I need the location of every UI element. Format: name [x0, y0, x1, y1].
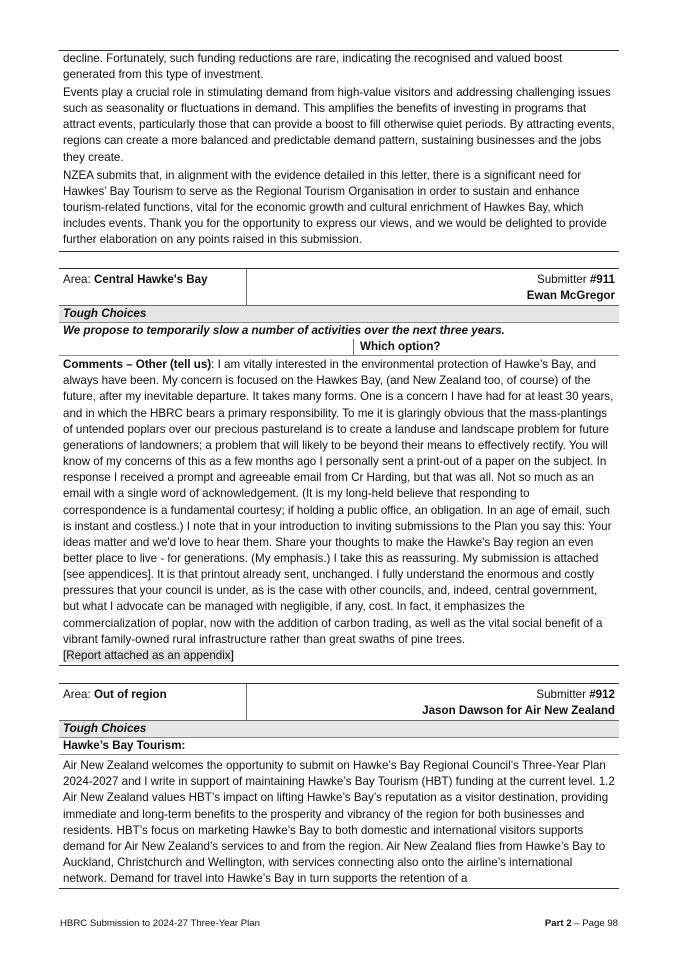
- submitter-number: #912: [589, 688, 615, 702]
- submission-911-header: [59, 269, 619, 306]
- submission-911: [59, 268, 619, 666]
- area-cell: [59, 684, 247, 720]
- area-value: Central Hawke's Bay: [93, 273, 208, 287]
- which-option-row: [59, 339, 619, 356]
- submitter-number: #911: [589, 273, 615, 287]
- document-page: [59, 50, 619, 889]
- submitter-label: Submitter: [537, 273, 590, 287]
- submitter-name: Ewan McGregor: [526, 289, 615, 303]
- section-title: Tough Choices: [59, 721, 619, 738]
- submitter-label: Submitter: [536, 688, 590, 702]
- comment-body: [59, 356, 619, 665]
- comment-label: Comments – Other (tell us): [63, 358, 212, 372]
- intro-block: [59, 51, 619, 251]
- intro-paragraph-3: NZEA submits that, in alignment with the evidence detailed in this letter, there is a significant need for Hawkes’ Bay Tourism to serve as the Regional Tourism Organisation in order to sustain and enhance tourism-related functions, vital for the economic growth and cultural enrichment of Hawkes Bay, which includes events. Thank you for the opportunity to express our views, and we would be delighted to provide further elaboration on any points raised in this submission.: [63, 168, 607, 247]
- submission-912-body: Air New Zealand welcomes the opportunity to submit on Hawke’s Bay Regional Council’s Three-Year Plan 2024-2027 and I write in support of maintaining Hawke’s Bay Tourism (HBT) funding at the current level. 1.2 Air New Zealand values HBT’s impact on lifting Hawke’s Bay’s reputation as a visitor destination, providing immediate and long-term benefits to the prosperity and vibrancy of the region for both businesses and residents. HBT’s focus on marketing Hawke’s Bay to both domestic and international visitors supports demand for Air New Zealand’s services to and from the region. Air New Zealand flies from Hawke’s Bay to Auckland, Christchurch and Wellington, with services connecting also onto the airline’s international network. Demand for travel into Hawke’s Bay in turn supports the retention of a: [63, 759, 615, 886]
- submission-912: [59, 683, 619, 889]
- area-cell: [59, 269, 247, 305]
- footer-title: HBRC Submission to 2024-27 Three-Year Plan: [60, 918, 260, 929]
- submitter-cell: [247, 269, 619, 305]
- page-footer: [60, 918, 618, 929]
- submitter-cell: [247, 684, 619, 720]
- topic-heading: Hawke’s Bay Tourism:: [59, 738, 619, 755]
- submitter-name: Jason Dawson for Air New Zealand: [422, 704, 615, 718]
- proposal-text: We propose to temporarily slow a number of activities over the next three years.: [63, 324, 505, 338]
- comment-text: : I am vitally interested in the environmental protection of Hawke’s Bay, and always have been. My concern is focused on the Hawkes Bay, (and New Zealand too, of course) of the future, after my inevitable departure. It takes many forms. One is a concern I have had for at least 30 years, and in which the HBRC bears a primary responsibility. To me it is glaringly obvious that the mass-plantings of untended poplars over our precious pastureland is to create a landuse and landscape problem for future generations of landowners; a problem that will likely to be beyond their means to effectively rectify. You will know of my concerns of this as a few months ago I personally sent a print-out of a paper on the subject. In response I received a prompt and agreeable email from Cr Harding, but that was all. Not so much as an email with a single word of acknowledgement. (It is my long-held believe that responding to correspondence is a fundamental courtesy; if holding a public office, an obligation. In an age of email, such is instant and costless.) I note that in your introduction to inviting submissions to the Plan you say this: Your ideas matter and we'd love to hear them. Share your thoughts to make the Hawke's Bay region an even better place to live - for generations. (My emphasis.) I take this as reassuring. My submission is attached [see appendices]. It is that printout already sent, unchanged. I fully understand the enormous and costly pressures that your council is under, as is the case with other councils, and, indeed, central government, but what I advocate can be managed with negligible, if any, cost. In fact, it emphasizes the commercialization of poplar, now with the addition of carbon trading, as well as the vital social benefit of a vibrant family-owned rural infrastructure rather than great swaths of pine trees.: [63, 358, 614, 646]
- part-label: Part 2: [544, 918, 572, 929]
- attachment-note: [Report attached as an appendix]: [63, 648, 234, 662]
- area-label: Area:: [63, 273, 94, 287]
- submission-912-bottom-rule: [59, 888, 619, 889]
- which-option-label: Which option?: [360, 340, 441, 354]
- page-label: – Page 98: [571, 918, 618, 929]
- which-option-blank: [59, 339, 354, 355]
- section-title: Tough Choices: [59, 306, 619, 323]
- submission-912-header: [59, 684, 619, 721]
- area-label: Area:: [63, 688, 94, 702]
- intro-paragraph-2: Events play a crucial role in stimulating demand from high-value visitors and addressing challenging issues such as seasonality or fluctuations in demand. This amplifies the benefits of investing in programs that attract events, particularly those that can provide a boost to fill otherwise quiet periods. By attracting events, regions can create a more balanced and predictable demand pattern, sustaining businesses and the jobs they create.: [63, 86, 615, 164]
- intro-paragraph-1: decline. Fortunately, such funding reductions are rare, indicating the recognised and valued boost generated from this type of investment.: [63, 52, 563, 82]
- area-value: Out of region: [93, 688, 167, 702]
- page-number: [545, 918, 618, 929]
